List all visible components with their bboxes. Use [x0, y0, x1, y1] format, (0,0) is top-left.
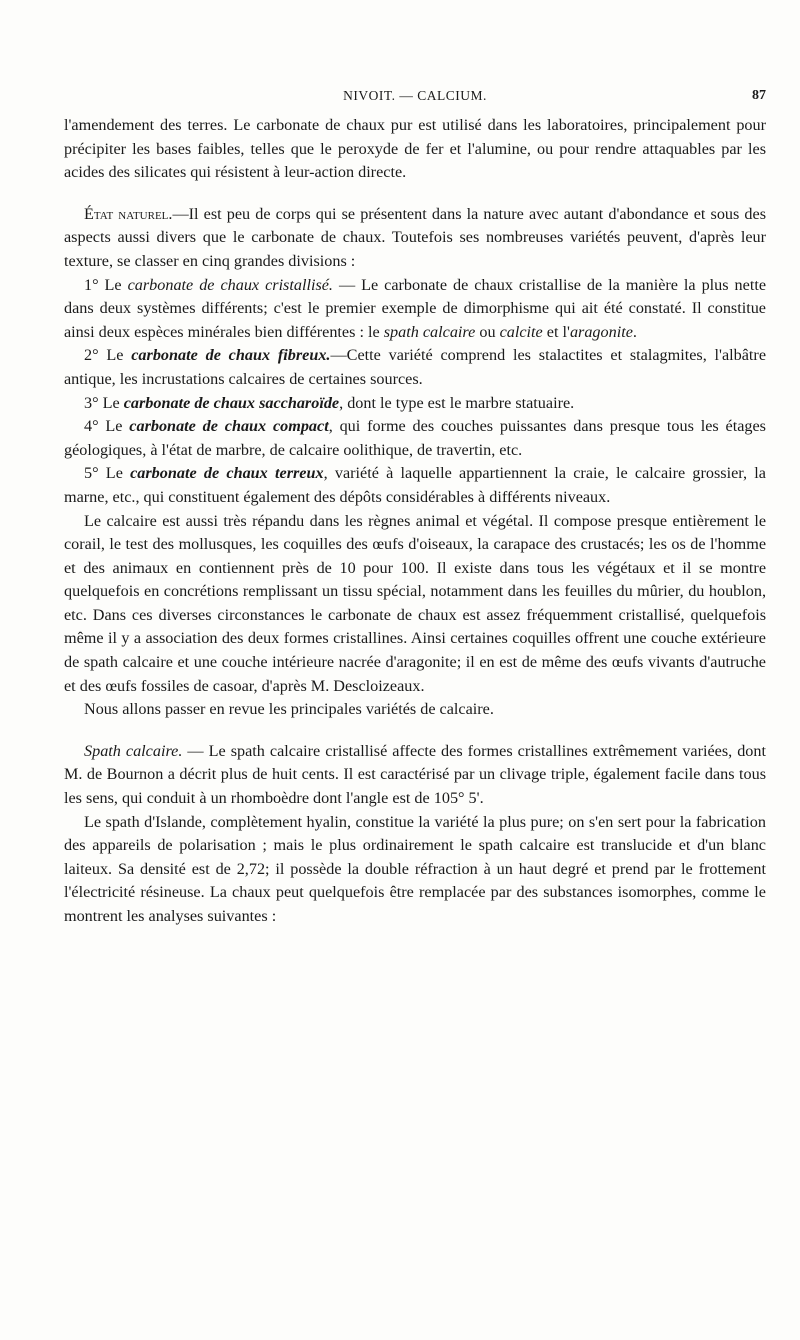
list-text: . [632, 322, 637, 341]
list-number: 2° Le [84, 346, 132, 365]
list-item-4 [64, 415, 766, 462]
list-text: ou [475, 322, 500, 341]
running-head: NIVOIT. — CALCIUM. [343, 88, 487, 103]
list-term: carbonate de chaux fibreux. [131, 346, 331, 365]
paragraph-text: —Il est peu de corps qui se présentent dans la nature avec autant d'abondance et sous des aspects aussi divers que le carbonate de chaux. Toutefois ses nombreuses variétés peuvent, d'après leur texture, se classer en cinq grandes divisions : [64, 204, 767, 270]
list-text: et l' [542, 322, 570, 341]
list-term: carbonate de chaux cristallisé. [127, 275, 333, 294]
paragraph-revue: Nous allons passer en revue les principales variétés de calcaire. [84, 700, 494, 719]
term-spath: spath calcaire [383, 322, 476, 341]
list-term: carbonate de chaux compact [129, 417, 329, 436]
list-term: carbonate de chaux saccharoïde [123, 393, 340, 412]
paragraph-text: — Le spath calcaire cristallisé affecte des formes cristallines extrêmement variées, dont M. de Bournon a décrit plus de huit cents. Il est caractérisé par un clivage triple, également facile dans tous les sens, qui conduit à un rhomboèdre dont l'angle est de 105° 5'. [64, 741, 766, 808]
page-header [64, 88, 766, 110]
list-text: , variété à laquelle appartiennent la craie, le calcaire grossier, la marne, etc., qui constituent également des dépôts considérables à différents niveaux. [64, 464, 766, 506]
paragraph-calcaire-repandu: Le calcaire est aussi très répandu dans les règnes animal et végétal. Il compose presque entièrement le corail, le test des mollusques, les coquilles des œufs d'oiseaux, la carapace des crustacés; les os de l'homme et des animaux en contiennent près de 10 pour 100. Il existe dans tous les végétaux et il se montre quelquefois en concrétions remplissant un tissu spécial, notamment dans les feuilles du mûrier, du houblon, etc. Dans ces diverses circonstances le carbonate de chaux est assez fréquemment cristallisé, quelquefois même il y a association des deux formes cristallines. Ainsi certaines coquilles offrent une couche extérieure de spath calcaire et une couche intérieure nacrée d'aragonite; il en est de même des œufs vivants d'autruche et des œufs fossiles de casoar, d'après M. Descloizeaux. [64, 511, 766, 695]
section-heading-spath-calcaire: Spath calcaire. [84, 741, 183, 760]
list-number: 5° Le [84, 464, 131, 483]
list-term: carbonate de chaux terreux [130, 464, 324, 483]
list-text: , qui forme des couches puissantes dans presque tous les étages géologiques, à l'état de marbre, de calcaire oolithique, de travertin, etc. [64, 417, 766, 459]
term-calcite: calcite [499, 322, 543, 341]
term-aragonite: aragonite [569, 322, 633, 341]
section-heading-etat-naturel: État naturel. [84, 204, 173, 223]
paragraph-spath-calcaire [64, 740, 766, 811]
paragraph-etat-naturel [64, 203, 766, 274]
list-text: —Cette variété comprend les stalactites et stalagmites, l'albâtre antique, les incrustations calcaires de certaines sources. [64, 346, 767, 388]
list-item-1 [64, 274, 766, 345]
list-number: 4° Le [84, 417, 130, 436]
paragraph-continuation: l'amendement des terres. Le carbonate de chaux pur est utilisé dans les laboratoires, principalement pour précipiter les bases faibles, telles que le peroxyde de fer et l'alumine, ou pour rendre attaquables par les acides des silicates qui résistent à leur-action directe. [64, 116, 766, 182]
page-number: 87 [752, 88, 766, 103]
list-number: 3° Le [84, 393, 124, 412]
list-item-5 [64, 462, 766, 509]
list-item-2 [64, 344, 766, 391]
paragraph-spath-islande: Le spath d'Islande, complètement hyalin, constitue la variété la plus pure; on s'en sert pour la fabrication des appareils de polarisation ; mais le plus ordinairement le spath calcaire est translucide et d'un blanc laiteux. Sa densité est de 2,72; il possède la double réfraction à un haut degré et prend par le frottement l'électricité résineuse. La chaux peut quelquefois être remplacée par des substances isomorphes, comme le montrent les analyses suivantes : [64, 812, 766, 925]
body-text [64, 114, 766, 929]
list-text: — Le carbonate de chaux cristallise de la manière la plus nette dans deux systèmes différents; c'est le premier exemple de dimorphisme qui ait été constaté. Il constitue ainsi deux espèces minérales bien différentes : le [64, 275, 767, 341]
list-item-3 [64, 392, 766, 416]
list-text: , dont le type est le marbre statuaire. [339, 393, 575, 412]
list-number: 1° Le [84, 275, 128, 294]
